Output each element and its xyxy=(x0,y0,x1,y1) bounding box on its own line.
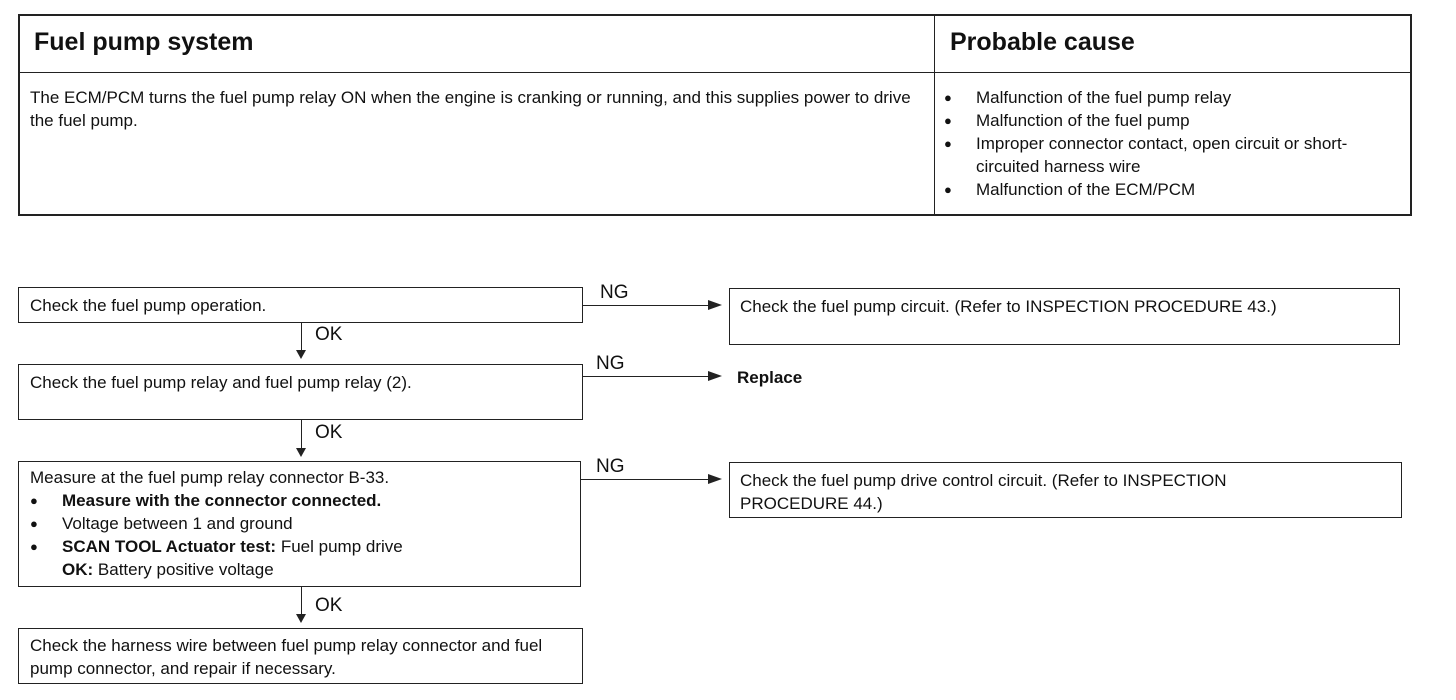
system-description: The ECM/PCM turns the fuel pump relay ON when the engine is cranking or running, and this supplies power to drive the fuel pump. xyxy=(30,88,911,130)
ok-arrowhead-2 xyxy=(296,448,306,457)
ng-result-3-text: Check the fuel pump drive control circuit. (Refer to INSPECTION PROCEDURE 44.) xyxy=(740,471,1227,513)
step-4-text: Check the harness wire between fuel pump relay connector and fuel pump connector, and repair if necessary. xyxy=(30,636,543,678)
ng-arrowhead-1 xyxy=(708,300,722,310)
ng-result-2-text: Replace xyxy=(737,368,803,387)
table-header-system: Fuel pump system xyxy=(34,28,254,56)
cause-item: ● Malfunction of the fuel pump relay xyxy=(944,86,1402,109)
table-column-divider xyxy=(934,14,935,216)
ng-line-2 xyxy=(583,376,710,377)
step-3-scan-line xyxy=(30,535,575,558)
table-header-divider xyxy=(18,72,1412,73)
table-header-cause: Probable cause xyxy=(950,28,1135,56)
cause-item: ● Malfunction of the ECM/PCM xyxy=(944,178,1402,201)
step-3-bullet: ● Voltage between 1 and ground xyxy=(30,512,575,535)
ok-label-2: OK xyxy=(315,422,343,443)
scan-tool-label: SCAN TOOL Actuator test: xyxy=(62,537,277,556)
ng-label-1: NG xyxy=(600,282,629,303)
step-3-text: Measure at the fuel pump relay connector B-33. xyxy=(30,468,390,487)
ng-line-3 xyxy=(581,479,710,480)
ng-result-1-text: Check the fuel pump circuit. (Refer to INSPECTION PROCEDURE 43.) xyxy=(740,297,1277,316)
ng-arrowhead-2 xyxy=(708,371,722,381)
ng-arrowhead-3 xyxy=(708,474,722,484)
cause-item: ● Improper connector contact, open circuit or short-circuited harness wire xyxy=(944,132,1402,178)
cause-item: ● Malfunction of the fuel pump xyxy=(944,109,1402,132)
ok-criteria-value: Battery positive voltage xyxy=(97,560,274,579)
step-3-ok-line xyxy=(30,558,575,581)
ng-label-2: NG xyxy=(596,353,625,374)
ok-criteria-label: OK: xyxy=(62,560,94,579)
scan-tool-value: Fuel pump drive xyxy=(280,537,403,556)
ok-arrowhead-1 xyxy=(296,350,306,359)
step-2-text: Check the fuel pump relay and fuel pump relay (2). xyxy=(30,373,412,392)
ok-label-3: OK xyxy=(315,595,343,616)
step-1-text: Check the fuel pump operation. xyxy=(30,296,267,315)
ok-arrowhead-3 xyxy=(296,614,306,623)
step-3-content xyxy=(30,466,575,581)
ok-label-1: OK xyxy=(315,324,343,345)
cause-list xyxy=(944,86,1402,201)
step-3-bullet: ● Measure with the connector connected. xyxy=(30,489,575,512)
ng-label-3: NG xyxy=(596,456,625,477)
ng-line-1 xyxy=(583,305,710,306)
